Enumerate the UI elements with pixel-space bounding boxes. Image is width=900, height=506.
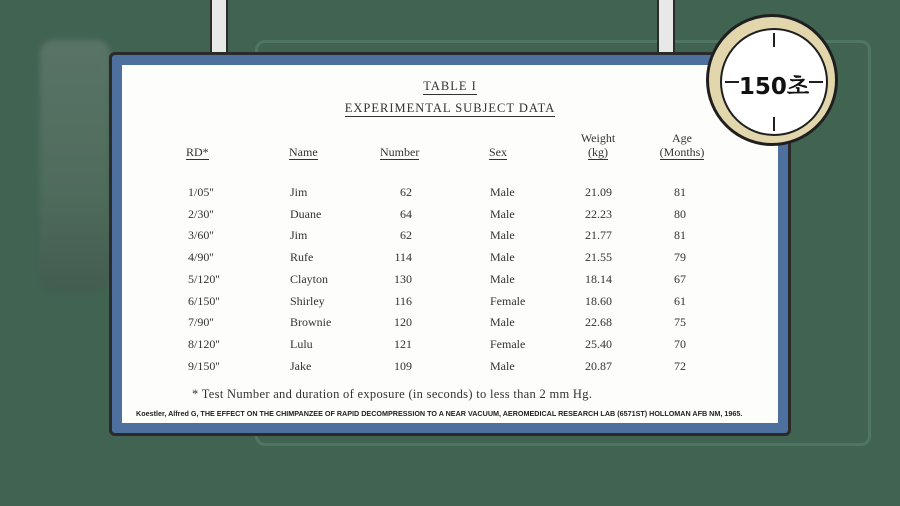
data-table-sheet [122, 65, 778, 423]
table-subtitle: EXPERIMENTAL SUBJECT DATA [344, 101, 556, 115]
cell-name: Lulu [290, 336, 313, 351]
cell-name: Clayton [290, 271, 328, 286]
cell-rd: 4/90'' [188, 250, 214, 265]
header-age: Age (Months) [659, 131, 705, 159]
cell-sex: Male [490, 206, 515, 221]
cell-number: 62 [400, 185, 412, 199]
right-hanger [657, 0, 675, 57]
cell-sex: Male [490, 185, 515, 199]
timer-label: 150초 [738, 74, 810, 100]
cell-rd: 3/60'' [188, 228, 214, 243]
countdown-timer [706, 14, 838, 146]
header-sex: Sex [489, 145, 507, 159]
cell-age: 67 [674, 271, 686, 286]
cell-sex: Female [490, 336, 526, 351]
cell-name: Shirley [290, 293, 325, 308]
cell-age: 80 [674, 206, 686, 221]
cell-weight: 22.23 [585, 206, 612, 221]
cell-name: Jim [290, 185, 308, 199]
cell-number: 109 [394, 358, 412, 373]
cell-weight: 18.60 [585, 293, 612, 308]
cell-name: Duane [290, 206, 322, 221]
cell-weight: 18.14 [585, 271, 612, 286]
cell-sex: Male [490, 315, 515, 330]
cell-age: 81 [674, 185, 686, 199]
timer-tick-top [773, 33, 775, 47]
cell-number: 130 [394, 271, 412, 286]
cell-name: Jake [290, 358, 312, 373]
citation: Koestler, Alfred G, THE EFFECT ON THE CHIMPANZEE OF RAPID DECOMPRESSION TO A NEAR VACUUM, AEROMEDICAL RESEARCH LAB (6571ST) HOLLOMAN AFB NM, 1965. [136, 409, 743, 418]
cell-age: 72 [674, 358, 686, 373]
cell-sex: Male [490, 271, 515, 286]
cell-number: 116 [394, 293, 412, 308]
table-title: TABLE I [423, 79, 477, 93]
cell-number: 64 [400, 206, 412, 221]
cell-sex: Female [490, 293, 526, 308]
cell-number: 121 [394, 336, 412, 351]
header-rd: RD* [186, 145, 209, 159]
cell-name: Rufe [290, 250, 314, 265]
cell-age: 61 [674, 293, 686, 308]
cell-age: 70 [674, 336, 686, 351]
cell-sex: Male [490, 358, 515, 373]
cell-name: Jim [290, 228, 308, 243]
header-number: Number [380, 145, 420, 159]
cell-weight: 21.55 [585, 250, 612, 265]
timer-tick-bottom [773, 117, 775, 131]
cell-weight: 20.87 [585, 358, 612, 373]
cell-age: 81 [674, 228, 686, 243]
cell-sex: Male [490, 228, 515, 243]
display-board [109, 52, 791, 436]
cell-weight: 21.09 [585, 185, 612, 199]
timer-face [720, 28, 828, 136]
footnote: * Test Number and duration of exposure (in seconds) to less than 2 mm Hg. [192, 387, 593, 401]
cell-rd: 6/150'' [188, 293, 220, 308]
cell-name: Brownie [290, 315, 332, 330]
cell-rd: 9/150'' [188, 358, 220, 373]
cell-age: 79 [674, 250, 686, 265]
cell-weight: 21.77 [585, 228, 612, 243]
cell-age: 75 [674, 315, 686, 330]
cell-rd: 7/90'' [188, 315, 214, 330]
blurred-background-object [40, 40, 110, 290]
cell-number: 120 [394, 315, 412, 330]
left-hanger [210, 0, 228, 57]
cell-rd: 1/05'' [188, 185, 214, 199]
cell-weight: 22.68 [585, 315, 612, 330]
header-name: Name [289, 145, 318, 159]
cell-number: 114 [394, 250, 412, 265]
cell-weight: 25.40 [585, 336, 612, 351]
cell-rd: 2/30'' [188, 206, 214, 221]
cell-number: 62 [400, 228, 412, 243]
cell-rd: 8/120'' [188, 336, 220, 351]
header-weight: Weight (kg) [580, 131, 616, 159]
cell-sex: Male [490, 250, 515, 265]
cell-rd: 5/120'' [188, 271, 220, 286]
